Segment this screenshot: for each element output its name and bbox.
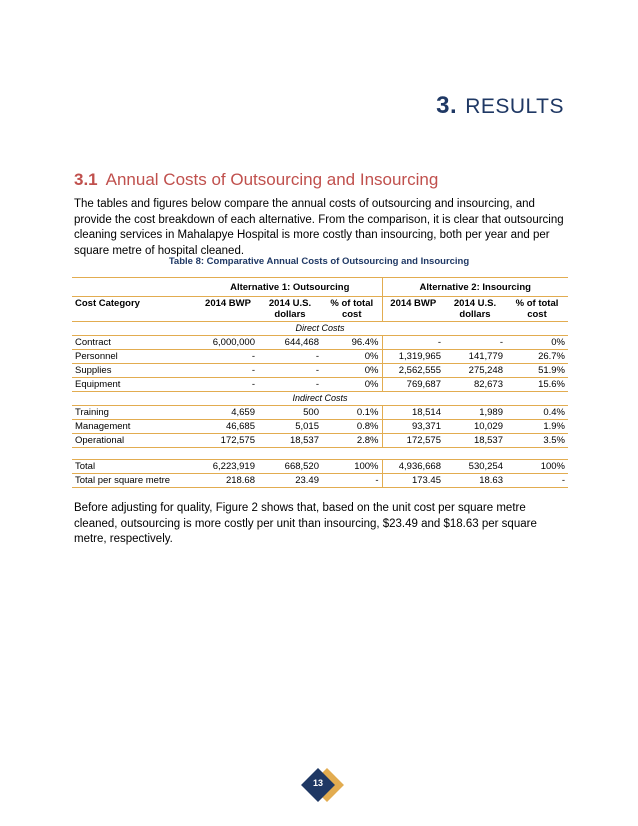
cell-usd1: 644,468 <box>258 336 322 350</box>
cell-usd1: 23.49 <box>258 474 322 488</box>
row-label: Personnel <box>72 350 198 364</box>
cell-pct2: 51.9% <box>506 364 568 378</box>
table-row <box>72 350 568 364</box>
cell-pct1: 0.1% <box>322 406 382 420</box>
table-row <box>72 420 568 434</box>
section-number: 3. <box>436 92 458 119</box>
cell-pct1: 100% <box>322 460 382 474</box>
cell-pct2: 0.4% <box>506 406 568 420</box>
cell-pct2: - <box>506 474 568 488</box>
col-header-usd1: 2014 U.S. dollars <box>258 297 322 322</box>
direct-costs-label: Direct Costs <box>72 322 568 336</box>
row-label: Training <box>72 406 198 420</box>
cell-usd2: 18.63 <box>444 474 506 488</box>
cell-usd2: 275,248 <box>444 364 506 378</box>
cell-bwp1: - <box>198 364 258 378</box>
cell-bwp1: - <box>198 378 258 392</box>
cell-usd1: 18,537 <box>258 434 322 448</box>
cell-pct2: 100% <box>506 460 568 474</box>
table-row <box>72 378 568 392</box>
cell-pct2: 0% <box>506 336 568 350</box>
row-label: Total <box>72 460 198 474</box>
row-label: Operational <box>72 434 198 448</box>
cell-bwp2: 769,687 <box>382 378 444 392</box>
cell-pct1: 2.8% <box>322 434 382 448</box>
cell-pct1: 0% <box>322 378 382 392</box>
cell-bwp2: 93,371 <box>382 420 444 434</box>
table-row <box>72 474 568 488</box>
subsection-number: 3.1 <box>74 170 98 189</box>
col-header-usd2: 2014 U.S. dollars <box>444 297 506 322</box>
row-label: Equipment <box>72 378 198 392</box>
cell-usd1: - <box>258 350 322 364</box>
closing-paragraph: Before adjusting for quality, Figure 2 shows that, based on the unit cost per square metre cleaned, outsourcing is more costly per unit than insourcing, $23.49 and $18.63 per square metre, respectively. <box>74 502 537 545</box>
cell-bwp1: 6,000,000 <box>198 336 258 350</box>
table-row <box>72 364 568 378</box>
table-row <box>72 434 568 448</box>
cell-usd1: 500 <box>258 406 322 420</box>
cell-bwp1: - <box>198 350 258 364</box>
cell-usd1: - <box>258 378 322 392</box>
page-number: 13 <box>312 778 323 788</box>
section-heading <box>436 92 564 120</box>
cell-bwp2: 172,575 <box>382 434 444 448</box>
column-header-row <box>72 297 568 322</box>
cell-pct2: 1.9% <box>506 420 568 434</box>
cell-bwp1: 6,223,919 <box>198 460 258 474</box>
table-row <box>72 460 568 474</box>
indirect-costs-body <box>72 406 568 448</box>
alt1-header: Alternative 1: Outsourcing <box>198 278 382 297</box>
row-label: Supplies <box>72 364 198 378</box>
subsection-title: Annual Costs of Outsourcing and Insourcing <box>105 170 439 189</box>
subsection-heading <box>74 170 438 190</box>
section-title: RESULTS <box>465 95 564 118</box>
cell-pct1: - <box>322 474 382 488</box>
cell-bwp2: 18,514 <box>382 406 444 420</box>
cell-usd1: 5,015 <box>258 420 322 434</box>
cell-pct1: 0% <box>322 350 382 364</box>
row-label: Total per square metre <box>72 474 198 488</box>
indirect-costs-label-row <box>72 392 568 406</box>
col-header-category: Cost Category <box>72 297 198 322</box>
cell-usd2: 1,989 <box>444 406 506 420</box>
col-header-bwp1: 2014 BWP <box>198 297 258 322</box>
cell-usd1: - <box>258 364 322 378</box>
cell-pct1: 0.8% <box>322 420 382 434</box>
cell-usd2: - <box>444 336 506 350</box>
table-row <box>72 336 568 350</box>
cell-usd2: 10,029 <box>444 420 506 434</box>
direct-costs-label-row <box>72 322 568 336</box>
cell-pct2: 26.7% <box>506 350 568 364</box>
cell-usd2: 18,537 <box>444 434 506 448</box>
cell-bwp2: 2,562,555 <box>382 364 444 378</box>
intro-paragraph: The tables and figures below compare the annual costs of outsourcing and insourcing, and provide the cost breakdown of each alternative. From the comparison, it is clear that outsourcing cleaning services in Mahalapye Hospital is more costly than insourcing, both per year and per square metre of hospital cleaned. <box>74 198 564 257</box>
alt2-header: Alternative 2: Insourcing <box>382 278 568 297</box>
cell-usd1: 668,520 <box>258 460 322 474</box>
row-label: Management <box>72 420 198 434</box>
cell-pct1: 0% <box>322 364 382 378</box>
cell-bwp1: 46,685 <box>198 420 258 434</box>
cell-pct2: 15.6% <box>506 378 568 392</box>
row-label: Contract <box>72 336 198 350</box>
cell-bwp2: 4,936,668 <box>382 460 444 474</box>
direct-costs-body <box>72 336 568 392</box>
cell-pct2: 3.5% <box>506 434 568 448</box>
cell-usd2: 530,254 <box>444 460 506 474</box>
indirect-costs-label: Indirect Costs <box>72 392 568 406</box>
cell-bwp2: - <box>382 336 444 350</box>
col-header-bwp2: 2014 BWP <box>382 297 444 322</box>
cell-bwp2: 1,319,965 <box>382 350 444 364</box>
cell-pct1: 96.4% <box>322 336 382 350</box>
cell-bwp1: 172,575 <box>198 434 258 448</box>
cost-comparison-table <box>72 277 568 488</box>
table-caption: Table 8: Comparative Annual Costs of Outsourcing and Insourcing <box>168 256 470 267</box>
totals-body <box>72 460 568 488</box>
spacer-row <box>72 448 568 460</box>
page-number-badge <box>303 769 335 801</box>
alternatives-header-row <box>72 278 568 297</box>
table-row <box>72 406 568 420</box>
cell-usd2: 82,673 <box>444 378 506 392</box>
col-header-pct2: % of total cost <box>506 297 568 322</box>
cell-bwp1: 4,659 <box>198 406 258 420</box>
cell-usd2: 141,779 <box>444 350 506 364</box>
cell-bwp2: 173.45 <box>382 474 444 488</box>
cell-bwp1: 218.68 <box>198 474 258 488</box>
col-header-pct1: % of total cost <box>322 297 382 322</box>
